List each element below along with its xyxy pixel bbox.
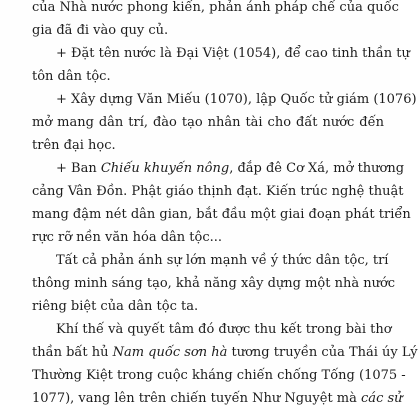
text-line: Khí thế và quyết tâm đó được thu kết trong bài thơ (56, 322, 392, 337)
text-line: của Nhà nước phong kiến, phản ánh pháp chế của quốc (32, 0, 399, 15)
text-line: Tất cả phản ánh sự lớn mạnh về ý thức dân tộc, trí (56, 253, 389, 268)
text-run: + Ban (56, 161, 101, 176)
text-line: thông minh sáng tạo, khả năng xây dựng một nhà nước (32, 276, 396, 291)
text-line: mang đậm nét dân gian, bắt đầu một giai đoạn phát triển (32, 207, 411, 222)
text-line (56, 157, 405, 180)
text-line (32, 341, 418, 364)
text-line: + Xây dựng Văn Miếu (1070), lập Quốc tử giám (1076) (56, 92, 417, 107)
text-line: tôn dân tộc. (32, 69, 111, 84)
text-line (32, 387, 403, 410)
text-run: thần bất hủ (32, 345, 113, 360)
text-line: Thường Kiệt trong cuộc kháng chiến chống Tống (1075 - (32, 368, 406, 383)
text-line: trên đại học. (32, 138, 116, 153)
text-line: riêng biệt của dân tộc ta. (32, 299, 199, 314)
text-run: , đắp đê Cơ Xá, mở thương (229, 161, 405, 176)
text-line: rực rỡ nền văn hóa dân tộc... (32, 230, 223, 245)
italic-text: Nam quốc sơn hà (112, 345, 228, 360)
text-run: 1077), vang lên trên chiến tuyến Như Nguyệt mà (32, 391, 362, 406)
italic-text: các sử (361, 391, 403, 406)
text-line: + Đặt tên nước là Đại Việt (1054), để cao tinh thần tự (56, 46, 410, 61)
text-line: cảng Vân Đồn. Phật giáo thịnh đạt. Kiến trúc nghệ thuật (32, 184, 404, 199)
text-run: tương truyền của Thái úy Lý (227, 345, 418, 360)
text-line: gia đã đi vào quy củ. (32, 23, 169, 38)
italic-text: Chiếu khuyến nông (100, 161, 230, 176)
text-line: mở mang dân trí, đào tạo nhân tài cho đất nước đến (32, 115, 384, 130)
